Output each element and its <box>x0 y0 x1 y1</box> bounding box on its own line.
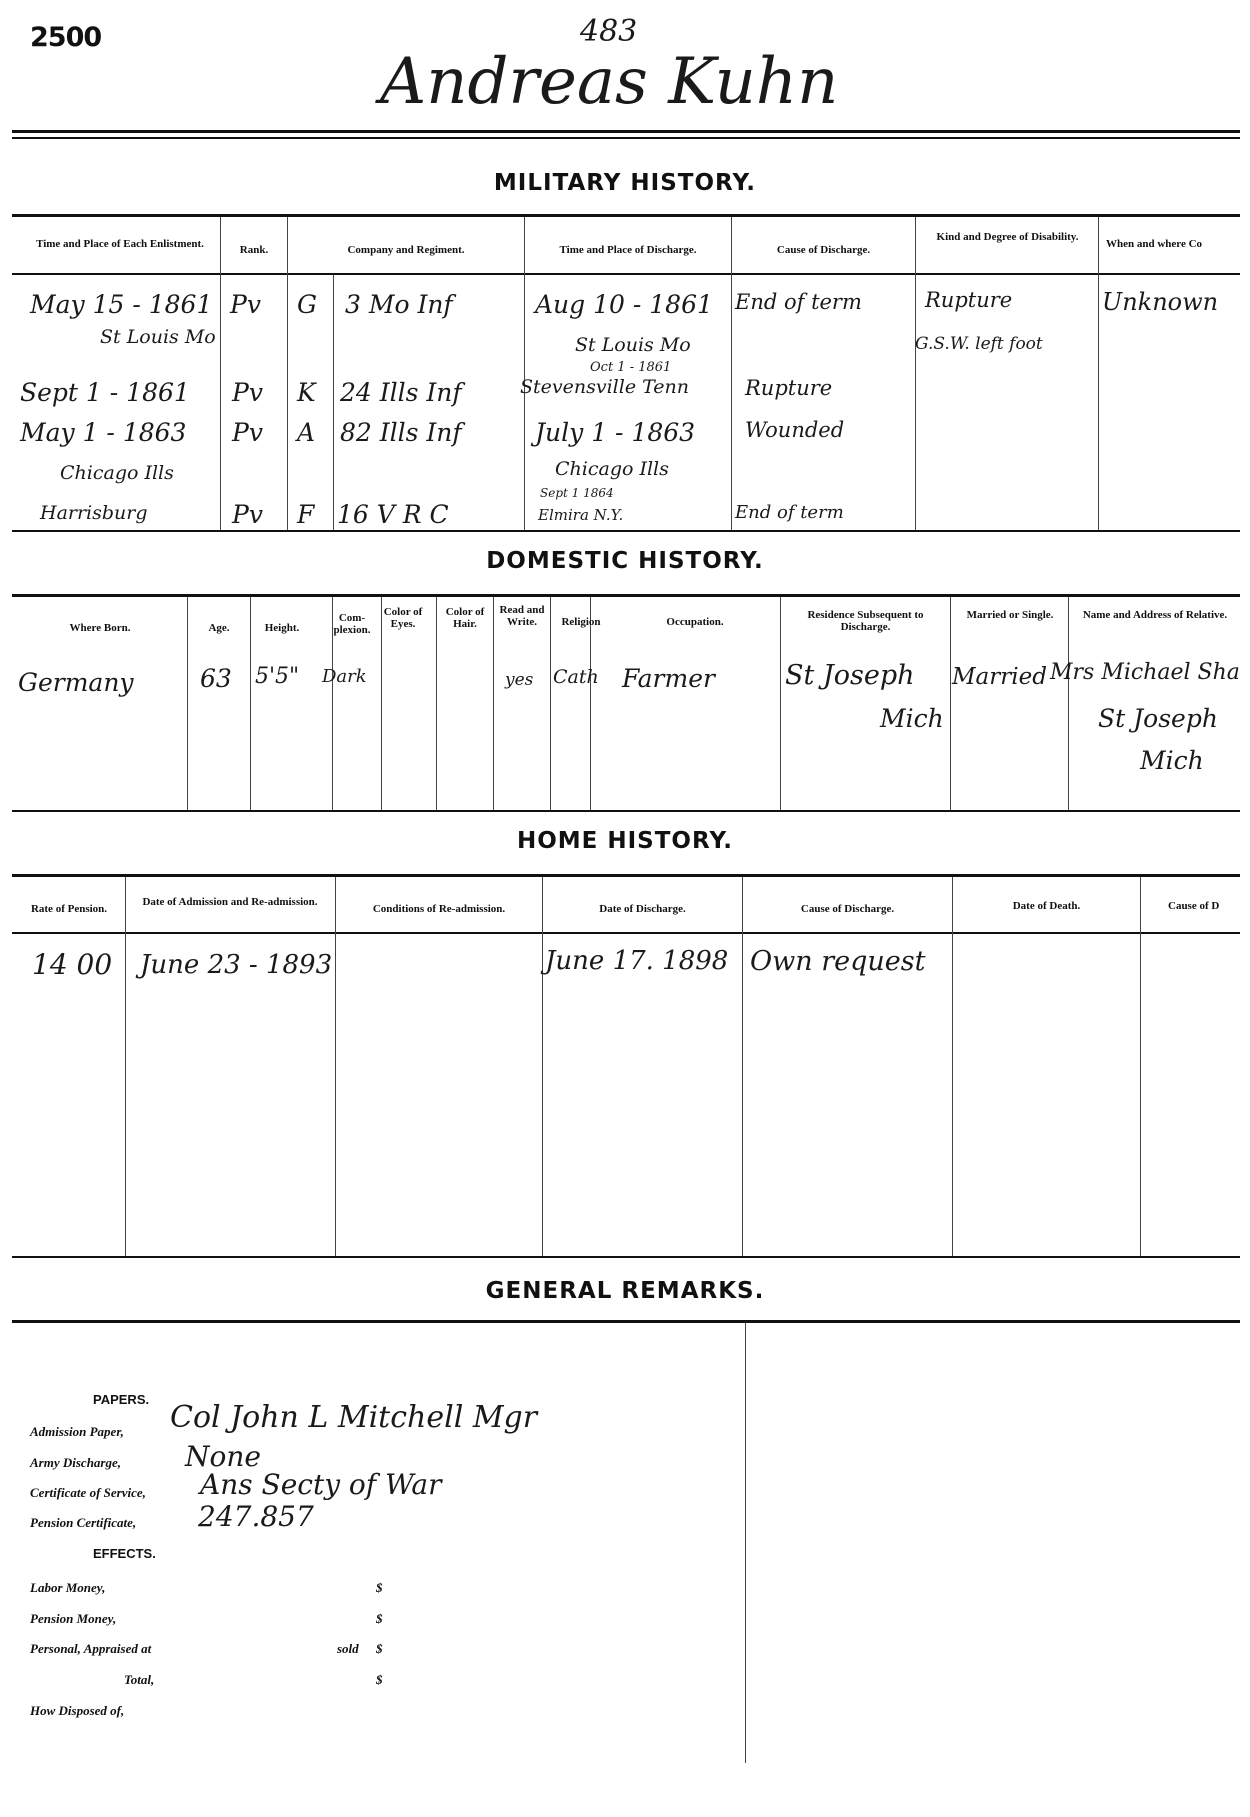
col-religion: Religion <box>561 616 601 628</box>
divider <box>950 597 951 810</box>
col-height: Height. <box>264 622 300 634</box>
domestic-bottom-rule <box>12 810 1240 812</box>
col-home-cause: Cause of Discharge. <box>800 903 895 915</box>
divider <box>542 877 543 1256</box>
col-when-where: When and where Co <box>1106 238 1203 250</box>
divider <box>742 877 743 1256</box>
divider <box>436 597 437 810</box>
divider <box>335 877 336 1256</box>
complexion: Dark <box>322 666 367 687</box>
date-of-discharge: June 17. 1898 <box>545 946 729 976</box>
divider <box>731 217 732 530</box>
home-bottom-rule <box>12 1256 1240 1258</box>
col-relative: Name and Address of Relative. <box>1082 609 1228 621</box>
home-history-title: HOME HISTORY. <box>516 828 734 854</box>
col-read-write: Read and Write. <box>499 604 545 628</box>
certificate-of-service-label: Certificate of Service, <box>30 1485 146 1500</box>
military-bottom-rule <box>12 530 1240 532</box>
effects-heading: EFFECTS. <box>93 1546 156 1561</box>
col-death: Date of Death. <box>1012 900 1081 912</box>
height: 5'5" <box>255 664 300 689</box>
labor-money-dollar: $ <box>376 1580 383 1595</box>
enlistment-1-place: St Louis Mo <box>100 326 216 348</box>
divider <box>250 597 251 810</box>
divider <box>952 877 953 1256</box>
divider <box>220 217 221 530</box>
col-residence: Residence Subsequent to Discharge. <box>807 609 924 633</box>
certificate-of-service-value: Ans Secty of War <box>200 1468 442 1501</box>
regiment-3: 82 Ills Inf <box>340 418 462 447</box>
discharge-4-date: Sept 1 1864 <box>540 486 614 500</box>
company-4: F <box>297 500 315 529</box>
home-top-rule <box>12 874 1240 877</box>
regiment-1: 3 Mo Inf <box>345 290 453 319</box>
date-of-admission: June 23 - 1893 <box>140 950 333 980</box>
residence-line-1: St Joseph <box>785 660 915 691</box>
divider <box>915 217 916 530</box>
discharge-3: July 1 - 1863 <box>535 418 696 447</box>
divider <box>550 597 551 810</box>
divider <box>1098 217 1099 530</box>
remarks-top-rule <box>12 1320 1240 1323</box>
divider <box>524 217 525 530</box>
col-discharge: Time and Place of Discharge. <box>559 244 697 256</box>
regiment-2: 24 Ills Inf <box>340 378 462 407</box>
age: 63 <box>200 664 232 693</box>
col-where-born: Where Born. <box>69 622 131 634</box>
rank-2: Pv <box>232 378 263 407</box>
applicant-name: Andreas Kuhn <box>380 45 839 119</box>
col-hair: Color of Hair. <box>445 606 485 630</box>
divider <box>333 275 334 530</box>
discharge-2-date: Oct 1 - 1861 <box>590 360 672 375</box>
cause-of-discharge: Own request <box>750 946 926 977</box>
divider <box>187 597 188 810</box>
total-dollar: $ <box>376 1672 383 1687</box>
discharge-1-place: St Louis Mo <box>575 334 691 356</box>
col-disability: Kind and Degree of Disability. <box>936 231 1079 243</box>
col-rank: Rank. <box>239 244 269 256</box>
how-disposed-label: How Disposed of, <box>30 1703 125 1718</box>
military-top-rule <box>12 214 1240 217</box>
divider <box>125 877 126 1256</box>
personal-appraised-label: Personal, Appraised at <box>30 1641 152 1656</box>
company-1: G <box>297 290 317 319</box>
enlistment-3: May 1 - 1863 <box>20 418 187 447</box>
rank-3: Pv <box>232 418 263 447</box>
home-header-rule <box>12 932 1240 934</box>
col-eyes: Color of Eyes. <box>383 606 423 630</box>
pension-money-dollar: $ <box>376 1611 383 1626</box>
divider <box>1068 597 1069 810</box>
where-born: Germany <box>18 668 134 697</box>
discharge-1: Aug 10 - 1861 <box>535 290 713 319</box>
col-age: Age. <box>208 622 230 634</box>
enlistment-4: Harrisburg <box>40 502 148 524</box>
relative-line-2: St Joseph <box>1098 704 1218 733</box>
military-header-rule <box>12 273 1240 275</box>
rank-4: Pv <box>232 500 263 529</box>
divider <box>780 597 781 810</box>
col-complexion: Com-plexion. <box>333 612 371 636</box>
when-where: Unknown <box>1102 288 1219 316</box>
col-cause: Cause of Discharge. <box>776 244 871 256</box>
col-rate-pension: Rate of Pension. <box>30 903 108 915</box>
enlistment-2: Sept 1 - 1861 <box>20 378 190 407</box>
cause-4: End of term <box>735 502 844 523</box>
labor-money-label: Labor Money, <box>30 1580 106 1595</box>
col-company-regiment: Company and Regiment. <box>347 244 465 256</box>
remarks-divider <box>745 1323 746 1763</box>
religion: Cath <box>553 666 599 688</box>
disability-2: G.S.W. left foot <box>915 334 1043 354</box>
col-conditions: Conditions of Re-admission. <box>372 903 506 915</box>
col-cause-death: Cause of D <box>1168 900 1220 912</box>
military-history-title: MILITARY HISTORY. <box>493 170 757 196</box>
header-rule <box>12 130 1240 133</box>
domestic-history-title: DOMESTIC HISTORY. <box>486 548 764 574</box>
discharge-4-place: Elmira N.Y. <box>538 506 624 524</box>
enlistment-1: May 15 - 1861 <box>30 290 213 319</box>
general-remarks-title: GENERAL REMARKS. <box>485 1278 765 1304</box>
relative-line-1: Mrs Michael Sha <box>1050 660 1240 685</box>
page-number: 483 <box>580 14 638 49</box>
company-2: K <box>297 378 316 407</box>
army-discharge-value: None <box>185 1440 261 1473</box>
sold-label: sold <box>337 1641 359 1656</box>
rank-1: Pv <box>230 290 261 319</box>
disability-1: Rupture <box>925 288 1013 312</box>
divider <box>1140 877 1141 1256</box>
regiment-4: 16 V R C <box>337 500 449 529</box>
admission-paper-value: Col John L Mitchell Mgr <box>170 1400 538 1435</box>
residence-line-2: Mich <box>880 704 944 733</box>
admission-paper-label: Admission Paper, <box>30 1424 124 1439</box>
col-enlistment: Time and Place of Each Enlistment. <box>36 238 204 250</box>
cause-3: Wounded <box>745 418 845 442</box>
domestic-top-rule <box>12 594 1240 597</box>
cause-1: End of term <box>735 290 862 314</box>
pension-certificate-value: 247.857 <box>198 1500 314 1533</box>
papers-heading: PAPERS. <box>93 1392 150 1407</box>
relative-line-3: Mich <box>1140 746 1204 775</box>
occupation: Farmer <box>622 664 715 693</box>
col-admission: Date of Admission and Re-admission. <box>142 896 318 908</box>
pension-money-label: Pension Money, <box>30 1611 117 1626</box>
total-label: Total, <box>124 1672 155 1687</box>
company-3: A <box>297 418 316 447</box>
discharge-2-place: Stevensville Tenn <box>520 376 690 398</box>
personal-dollar: $ <box>376 1641 383 1656</box>
enlistment-3-place: Chicago Ills <box>60 462 174 484</box>
divider <box>493 597 494 810</box>
army-discharge-label: Army Discharge, <box>30 1455 121 1470</box>
col-home-discharge: Date of Discharge. <box>599 903 686 915</box>
rate-of-pension: 14 00 <box>32 948 113 981</box>
col-married: Married or Single. <box>966 609 1054 621</box>
divider <box>287 217 288 530</box>
cause-2: Rupture <box>745 376 833 400</box>
read-write: yes <box>505 670 534 690</box>
discharge-3-place: Chicago Ills <box>555 458 669 480</box>
header-rule-2 <box>12 137 1240 139</box>
record-number-stamp: 2500 <box>30 22 102 53</box>
divider <box>590 597 591 810</box>
col-occupation: Occupation. <box>666 616 724 628</box>
married: Married <box>952 664 1047 690</box>
pension-certificate-label: Pension Certificate, <box>30 1515 137 1530</box>
